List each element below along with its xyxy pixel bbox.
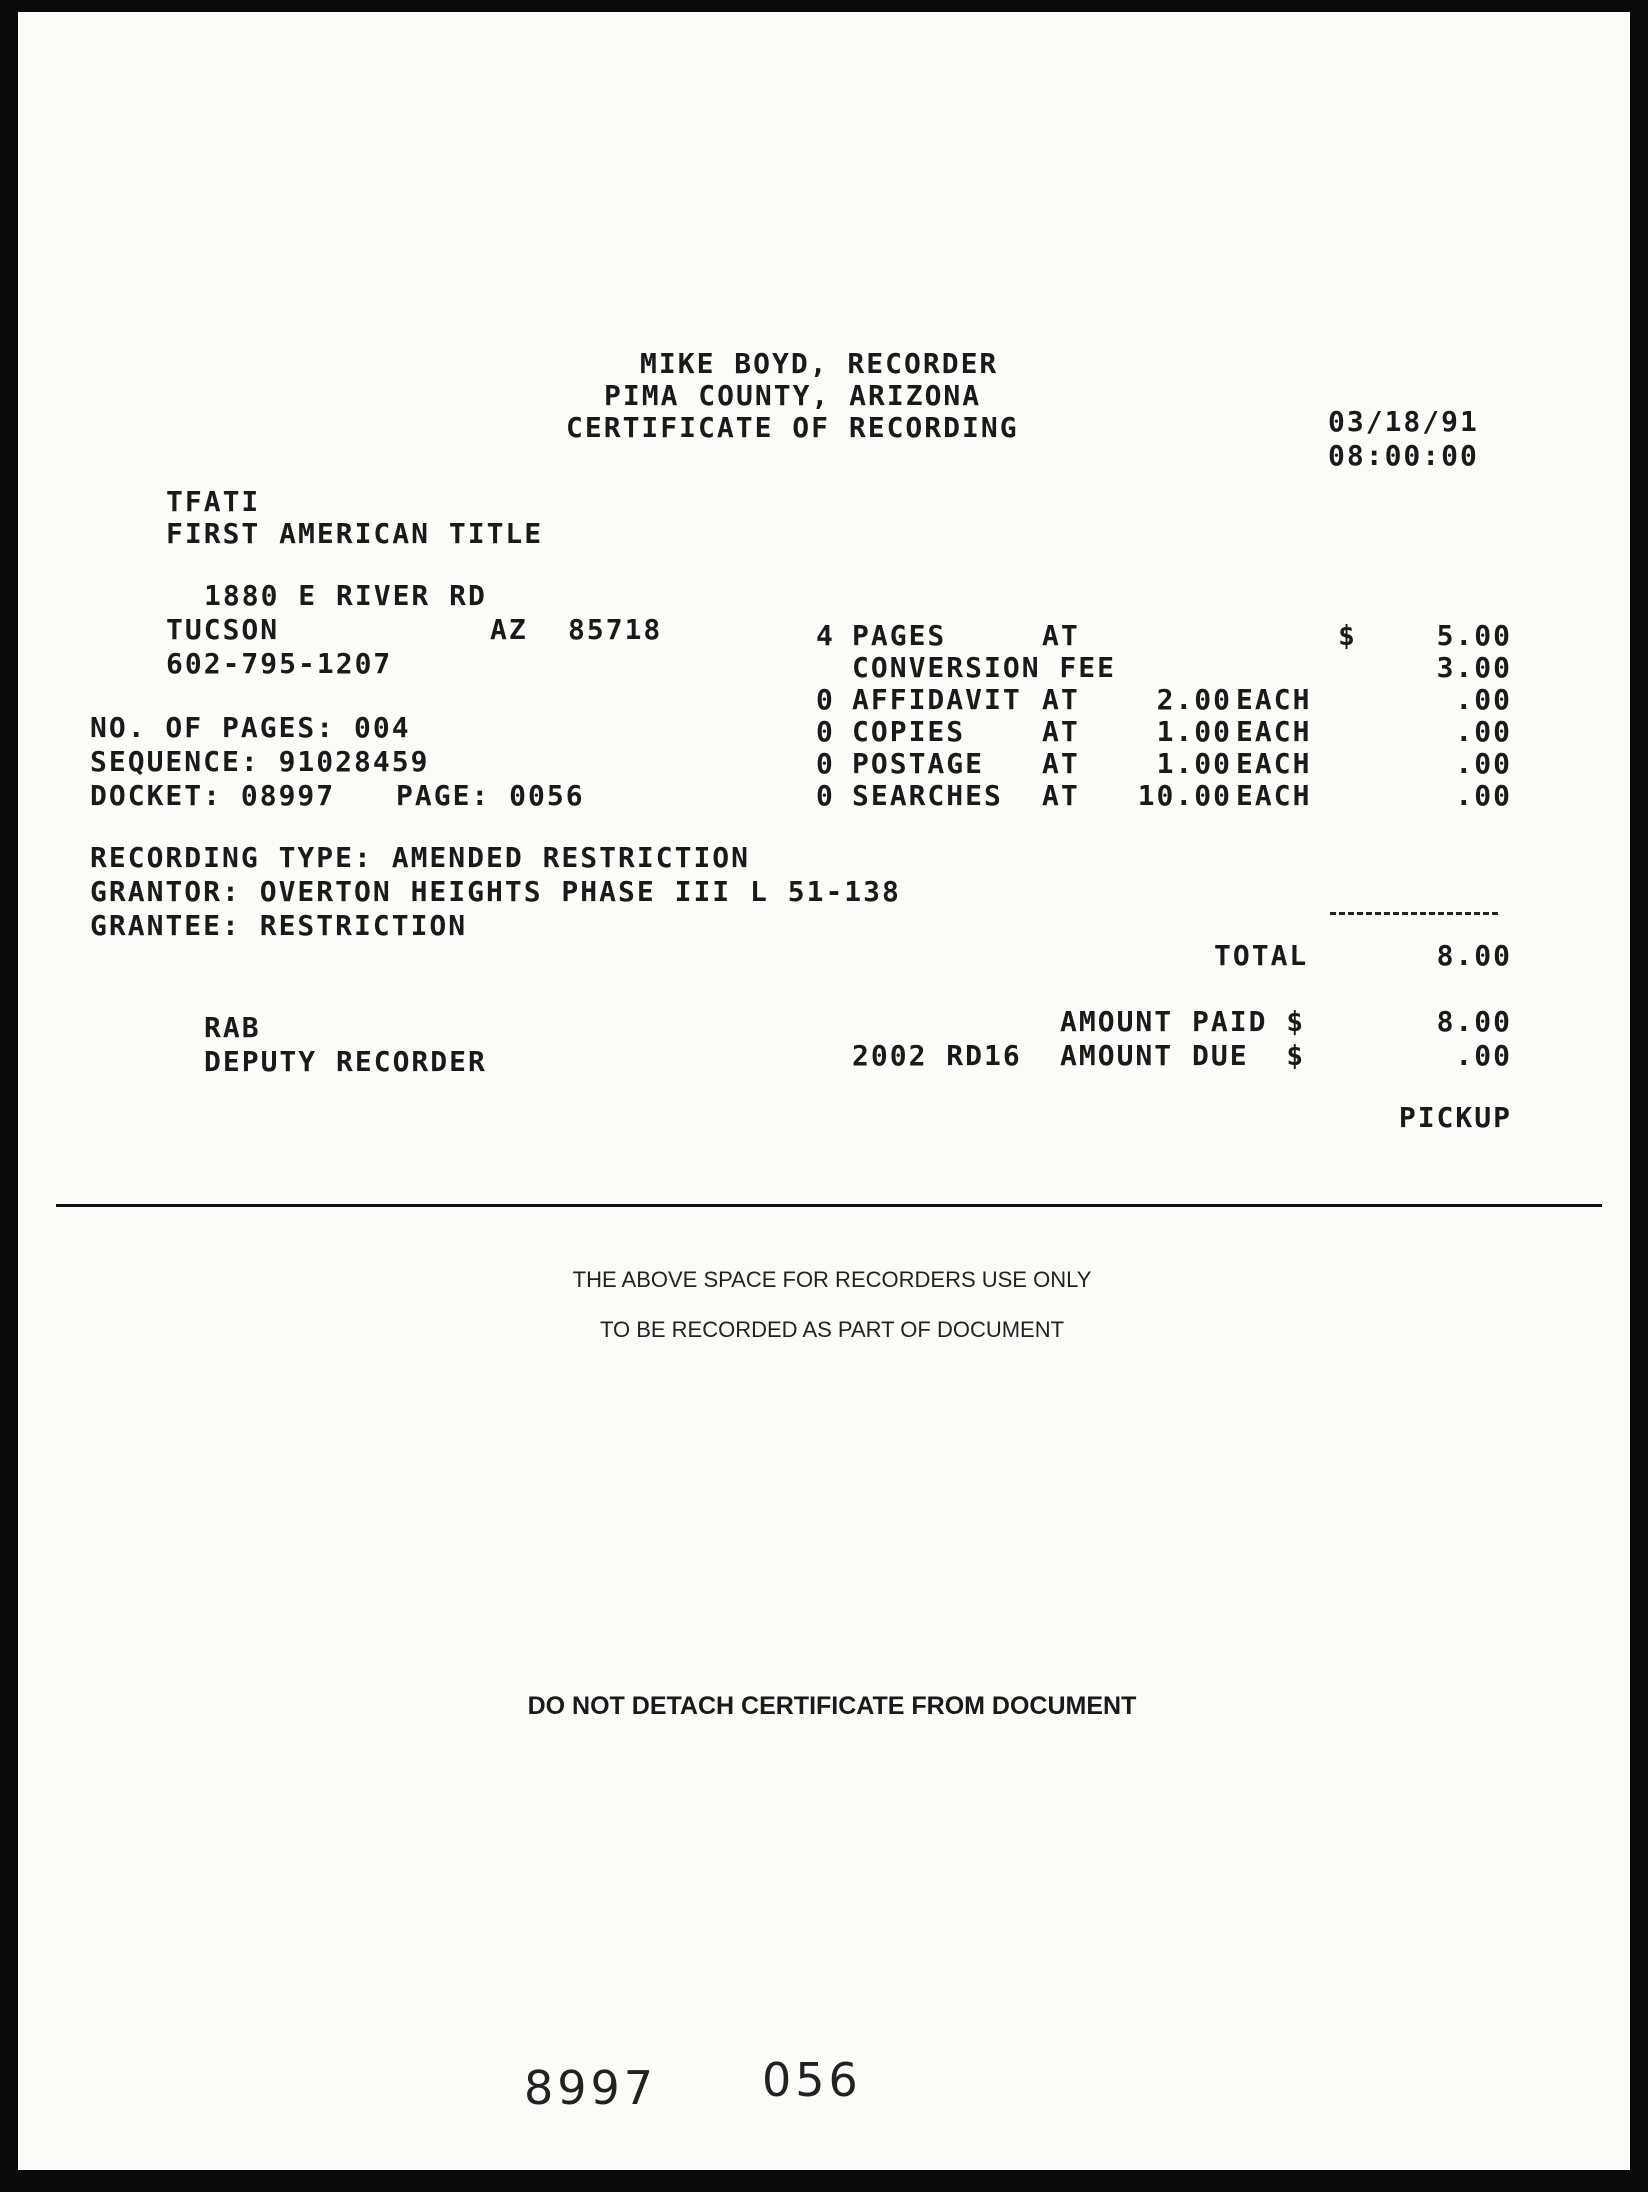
- fee-qty: 4: [816, 619, 835, 652]
- fee-each: EACH: [1236, 715, 1312, 748]
- fee-qty: 0: [816, 715, 835, 748]
- fee-at: AT: [1042, 715, 1080, 748]
- fee-item: POSTAGE: [852, 747, 985, 780]
- fee-at: AT: [1042, 683, 1080, 716]
- fee-at: AT: [1042, 747, 1080, 780]
- fee-amount: 3.00: [1436, 651, 1512, 684]
- fee-rate: 10.00: [1137, 779, 1232, 812]
- recorder-name: MIKE BOYD, RECORDER: [640, 347, 999, 380]
- sequence-number: SEQUENCE: 91028459: [90, 745, 430, 778]
- recording-time: 08:00:00: [1328, 439, 1479, 472]
- fee-amount: 5.00: [1436, 619, 1512, 652]
- section-divider: [56, 1204, 1602, 1207]
- fee-dollar: $: [1338, 619, 1357, 652]
- recorded-as-note: TO BE RECORDED AS PART OF DOCUMENT: [599, 1317, 1065, 1342]
- amount-paid-label: AMOUNT PAID $: [1060, 1005, 1306, 1038]
- fee-item: CONVERSION FEE: [852, 651, 1117, 684]
- docket-number: DOCKET: 08997: [90, 779, 336, 812]
- addressee-code: TFATI: [166, 485, 261, 518]
- amount-paid: 8.00: [1436, 1005, 1512, 1038]
- fee-qty: 0: [816, 747, 835, 780]
- stamp-docket-number: 8997: [524, 2061, 658, 2115]
- stamp-page-number: 056: [762, 2053, 862, 2107]
- fee-rate: 1.00: [1156, 715, 1232, 748]
- grantor: GRANTOR: OVERTON HEIGHTS PHASE III L 51-138: [90, 875, 901, 908]
- total-rule: [1330, 912, 1498, 915]
- certificate-page: [18, 12, 1630, 2170]
- station-code: 2002 RD16: [852, 1039, 1022, 1072]
- total-label: TOTAL: [1214, 939, 1309, 972]
- fee-item: AFFIDAVIT: [852, 683, 1022, 716]
- grantee: GRANTEE: RESTRICTION: [90, 909, 468, 942]
- recording-date: 03/18/91: [1328, 405, 1479, 438]
- fee-at: AT: [1042, 779, 1080, 812]
- pickup-note: PICKUP: [1398, 1101, 1512, 1134]
- fee-rate: 1.00: [1156, 747, 1232, 780]
- fee-item: PAGES: [852, 619, 947, 652]
- addressee-name: FIRST AMERICAN TITLE: [166, 517, 544, 550]
- fee-amount: .00: [1455, 779, 1512, 812]
- page-number: PAGE: 0056: [396, 779, 585, 812]
- addressee-zip: 85718: [568, 613, 663, 646]
- amount-due: .00: [1455, 1039, 1512, 1072]
- county-state: PIMA COUNTY, ARIZONA: [604, 379, 982, 412]
- amount-due-label: AMOUNT DUE $: [1060, 1039, 1306, 1072]
- addressee-city: TUCSON: [166, 613, 280, 646]
- recording-type: RECORDING TYPE: AMENDED RESTRICTION: [90, 841, 751, 874]
- document-title: CERTIFICATE OF RECORDING: [566, 411, 1019, 444]
- detach-warning: DO NOT DETACH CERTIFICATE FROM DOCUMENT: [527, 1692, 1137, 1720]
- fee-item: SEARCHES: [852, 779, 1003, 812]
- fee-rate: 2.00: [1156, 683, 1232, 716]
- addressee-street: 1880 E RIVER RD: [204, 579, 487, 612]
- deputy-initials: RAB: [204, 1011, 261, 1044]
- fee-amount: .00: [1455, 683, 1512, 716]
- fee-item: COPIES: [852, 715, 966, 748]
- fee-amount: .00: [1455, 747, 1512, 780]
- addressee-phone: 602-795-1207: [166, 647, 393, 680]
- fee-each: EACH: [1236, 747, 1312, 780]
- total-amount: 8.00: [1436, 939, 1512, 972]
- fee-at: AT: [1042, 619, 1080, 652]
- addressee-state: AZ: [490, 613, 528, 646]
- recorder-use-note: THE ABOVE SPACE FOR RECORDERS USE ONLY: [572, 1267, 1092, 1292]
- pages-count: NO. OF PAGES: 004: [90, 711, 411, 744]
- fee-each: EACH: [1236, 779, 1312, 812]
- fee-each: EACH: [1236, 683, 1312, 716]
- fee-amount: .00: [1455, 715, 1512, 748]
- deputy-title: DEPUTY RECORDER: [204, 1045, 487, 1078]
- fee-qty: 0: [816, 779, 835, 812]
- fee-qty: 0: [816, 683, 835, 716]
